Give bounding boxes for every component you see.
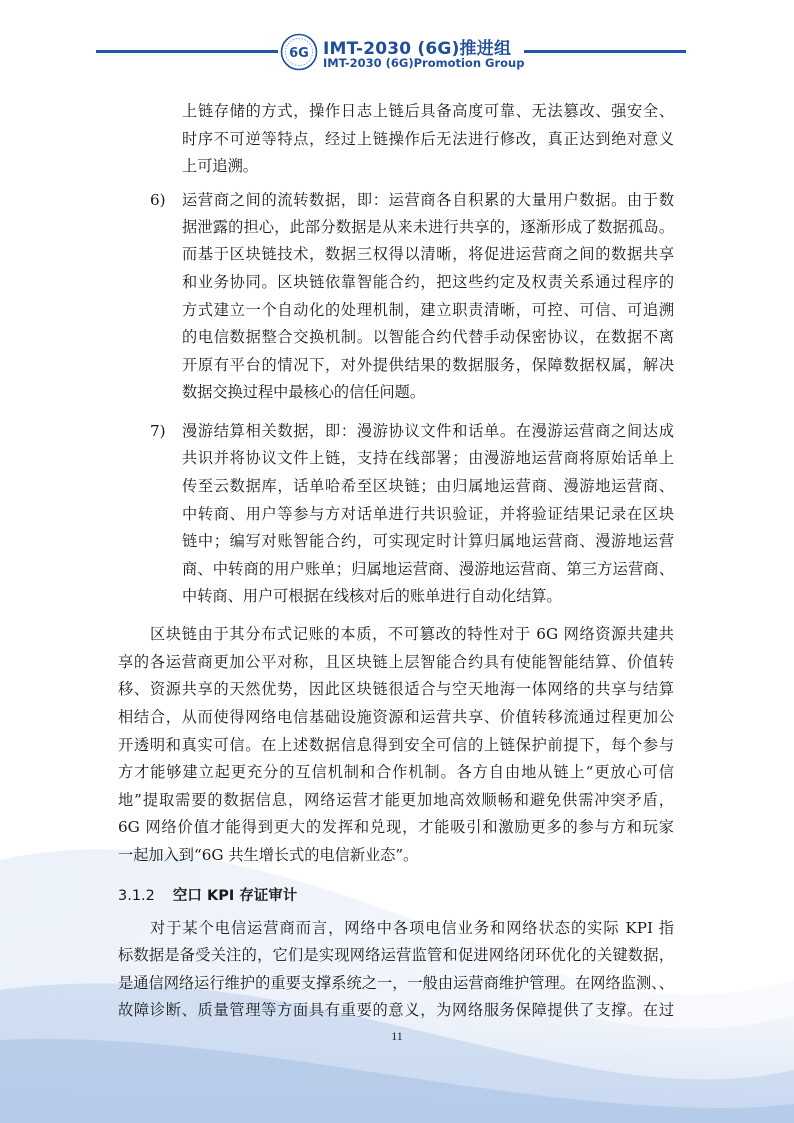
text-line: 故障诊断、质量管理等方面具有重要的意义，为网络服务保障提供了支撑。在过 — [118, 1001, 674, 1019]
text-line: 对于某个电信运营商而言，网络中各项电信业务和网络状态的实际 KPI 指 — [150, 919, 674, 937]
text-line: 运营商之间的流转数据，即：运营商各自积累的大量用户数据。由于数 — [182, 191, 674, 209]
text-line: 传至云数据库，话单哈希至区块链；由归属地运营商、漫游地运营商、 — [182, 477, 674, 495]
text-line: 的电信数据整合交换机制。以智能合约代替手动保密协议，在数据不离 — [182, 328, 674, 346]
section-number: 3.1.2 — [118, 888, 155, 904]
text-line: 商、中转商的用户账单；归属地运营商、漫游地运营商、第三方运营商、 — [182, 560, 674, 578]
text-line: 中转商、用户等参与方对话单进行共识验证，并将验证结果记录在区块 — [182, 505, 674, 523]
text-line: 享的各运营商更加公平对称，且区块链上层智能合约具有使能智能结算、价值转 — [118, 653, 674, 671]
text-line: 6G 网络价值才能得到更大的发挥和兑现，才能吸引和激励更多的参与方和玩家 — [118, 818, 674, 836]
section-heading — [118, 884, 297, 905]
header-title: IMT-2030 (6G)推进组 — [323, 39, 512, 59]
logo-text: 6G — [289, 46, 309, 61]
text-line: 方式建立一个自动化的处理机制，建立职责清晰，可控、可信、可追溯 — [182, 301, 674, 319]
text-line: 区块链由于其分布式记账的本质，不可篡改的特性对于 6G 网络资源共建共 — [150, 625, 674, 643]
section-title: 空口 KPI 存证审计 — [172, 888, 298, 904]
text-line: 时序不可逆等特点，经过上链操作后无法进行修改，真正达到绝对意义 — [182, 130, 674, 148]
text-line: 上可追溯。 — [182, 157, 258, 175]
text-line: 数据交换过程中最核心的信任问题。 — [182, 383, 425, 401]
text-line: 和业务协同。区块链依靠智能合约，把这些约定及权责关系通过程序的 — [182, 273, 674, 291]
text-line: 开透明和真实可信。在上述数据信息得到安全可信的上链保护前提下，每个参与 — [118, 736, 674, 754]
text-line: 链中；编写对账智能合约，可实现定时计算归属地运营商、漫游地运营 — [182, 532, 674, 550]
text-line: 是通信网络运行维护的重要支撑系统之一，一般由运营商维护管理。在网络监测、、 — [118, 974, 674, 992]
text-line: 地”提取需要的数据信息，网络运营才能更加地高效顺畅和避免供需冲突矛盾， — [118, 791, 674, 809]
text-line: 据泄露的担心，此部分数据是从来未进行共享的，逐渐形成了数据孤岛。 — [182, 218, 674, 236]
text-line: 开原有平台的情况下，对外提供结果的数据服务，保障数据权属，解决 — [182, 356, 674, 374]
text-line: 中转商、用户可根据在线核对后的账单进行自动化结算。 — [182, 587, 562, 605]
list-number: 7) — [150, 422, 166, 440]
text-line: 一起加入到“6G 共生增长式的电信新业态”。 — [118, 846, 419, 864]
text-line: 漫游结算相关数据，即：漫游协议文件和话单。在漫游运营商之间达成 — [182, 422, 674, 440]
text-line: 共识并将协议文件上链，支持在线部署；由漫游地运营商将原始话单上 — [182, 449, 674, 467]
list-number: 6) — [150, 191, 166, 209]
text-line: 上链存储的方式，操作日志上链后具备高度可靠、无法篡改、强安全、 — [182, 102, 674, 120]
page-number: 11 — [391, 1029, 403, 1043]
text-line: 移、资源共享的天然优势，因此区块链很适合与空天地海一体网络的共享与结算 — [118, 680, 674, 698]
text-line: 而基于区块链技术，数据三权得以清晰，将促进运营商之间的数据共享 — [182, 245, 674, 263]
text-line: 标数据是备受关注的，它们是实现网络运营监管和促进网络闭环优化的关键数据， — [118, 946, 674, 964]
text-line: 方才能够建立起更充分的互信机制和合作机制。各方自由地从链上“更放心可信 — [118, 763, 674, 781]
header-subtitle: IMT-2030 (6G)Promotion Group — [323, 56, 525, 70]
text-line: 相结合，从而使得网络电信基础设施资源和运营共享、价值转移流通过程更加公 — [118, 708, 674, 726]
